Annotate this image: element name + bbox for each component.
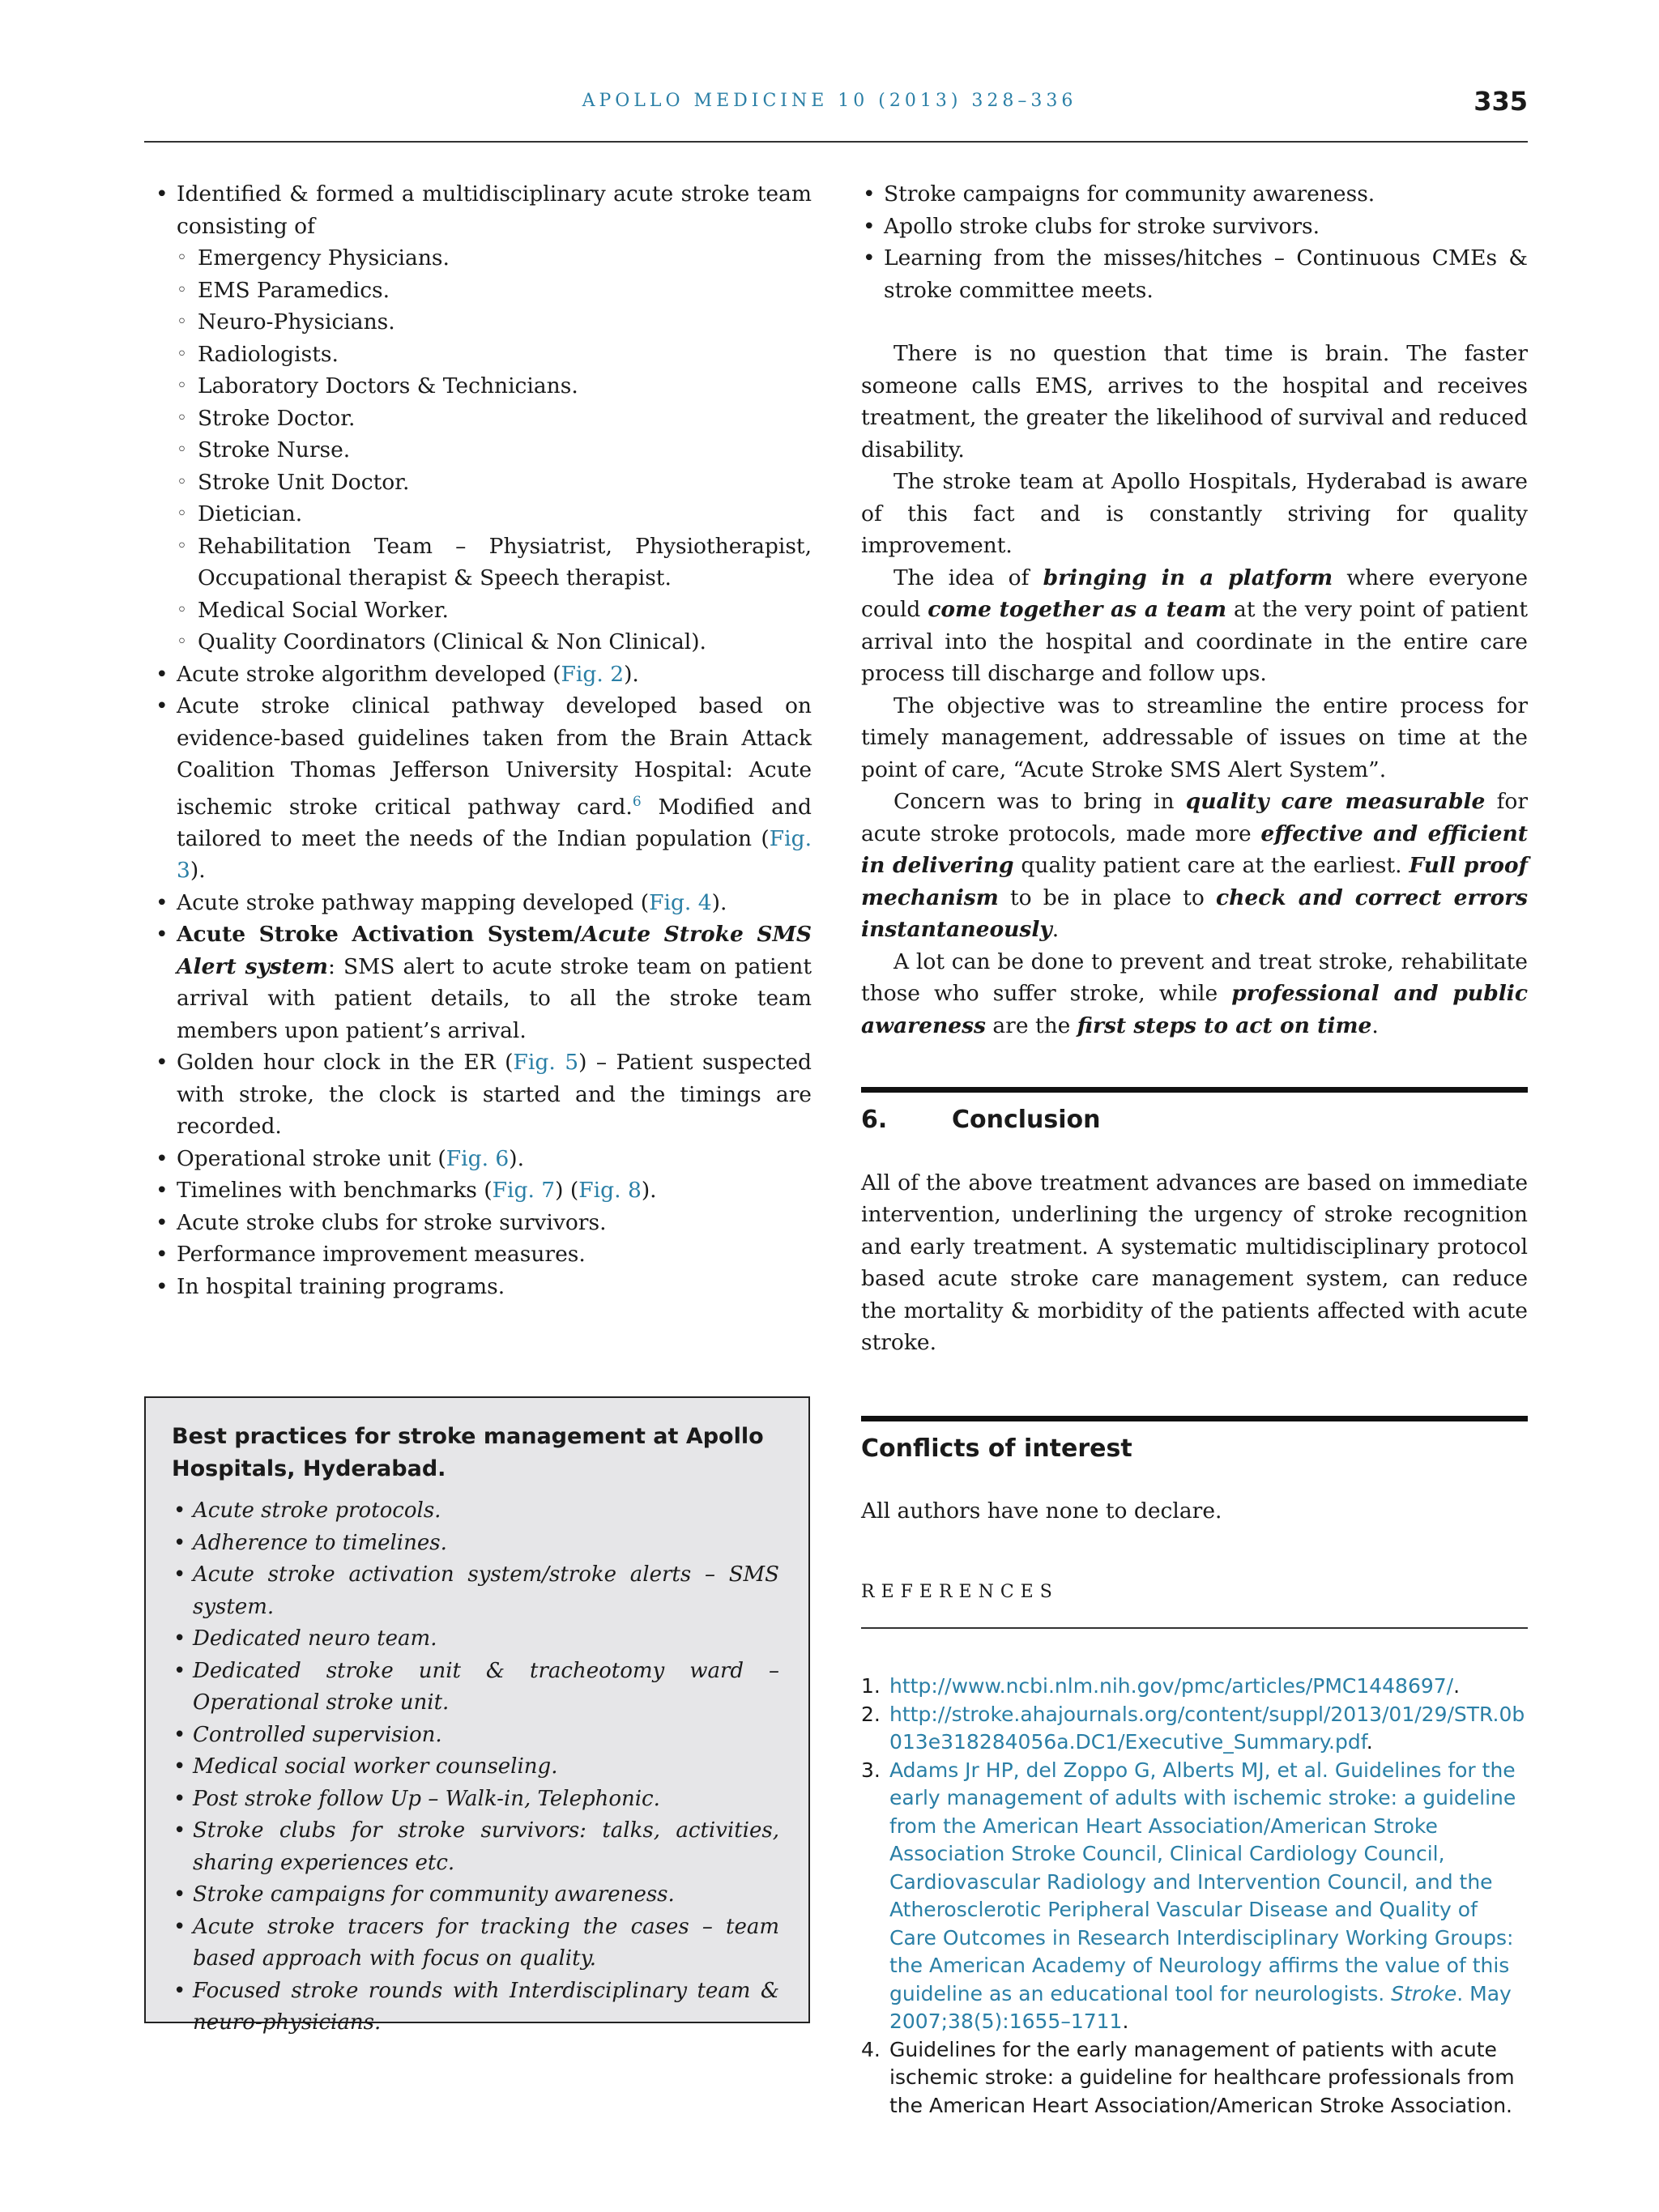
punctuation: ). — [711, 889, 727, 915]
running-head: APOLLO MEDICINE 10 (2013) 328–336 — [582, 91, 1077, 111]
list-item: • Dedicated stroke unit & tracheotomy ward – Operational stroke unit. — [172, 1656, 779, 1720]
pathway-text: Acute stroke clinical pathway developed based on evidence-based guidelines taken from the Brain Attack Coalition Thomas Jefferson University Hospital: Acute ischemic stroke critical pathway card. — [177, 693, 812, 820]
algorithm-text: Acute stroke algorithm developed ( — [177, 661, 561, 687]
references-rule — [861, 1627, 1528, 1629]
list-item: • Medical social worker counseling. — [172, 1751, 779, 1784]
section-rule — [861, 1416, 1528, 1421]
paragraph: There is no question that time is brain. The faster someone calls EMS, arrives to the hospital and receives treatment, the greater the likelihood of survival and reduced disability. — [861, 341, 1528, 462]
list-item: • Post stroke follow Up – Walk-in, Telephonic. — [172, 1784, 779, 1816]
golden-hour-tail: ) – Patient suspected with stroke, the clock is started and the timings are recorded. — [177, 1050, 812, 1140]
pathway-tail: Modified and tailored to meet the needs of the Indian population ( — [177, 794, 812, 851]
right-list — [861, 178, 1528, 306]
list-item: • Stroke clubs for stroke survivors: talks, activities, sharing experiences etc. — [172, 1815, 779, 1879]
list-item: • Focused stroke rounds with Interdisciplinary team & neuro-physicians. — [172, 1975, 779, 2039]
unit-text: Operational stroke unit ( — [177, 1145, 446, 1171]
section-heading — [861, 1104, 1528, 1136]
team-members-list — [177, 242, 812, 658]
reference-link[interactable]: http://stroke.ahajournals.org/content/suppl/2013/01/29/STR.0b013e318284056a.DC1/Executive_Summary.pdf — [889, 1702, 1525, 1754]
reference-item: 3. Adams Jr HP, del Zoppo G, Alberts MJ, et al. Guidelines for the early management of adults with ischemic stroke: a guideline from the American Heart Association/American Stroke Association Stroke Council, Clinical Cardiology Council, Cardiovascular Radiology and Intervention Council, and the Atherosclerotic Peripheral Vascular Disease and Quality of Care Outcomes in Research Interdisciplinary Working Groups: the American Academy of Neurology affirms the value of this guideline as an educational tool for neurologists. Stroke. May 2007;38(5):1655–1711. — [861, 1758, 1516, 2033]
activation-text: : SMS alert to acute stroke team on patient arrival with patient details, to all the stroke team members upon patient’s arrival. — [177, 953, 812, 1043]
citation-6-link[interactable]: 6 — [632, 793, 642, 810]
list-item: ◦ Rehabilitation Team – Physiatrist, Physiotherapist, Occupational therapist & Speech therapist. — [177, 531, 812, 595]
paragraph: Concern was to bring in quality care measurable for acute stroke protocols, made more effective and efficient in delivering quality patient care at the earliest. Full proof mechanism to be in place to check and correct errors instantaneously. — [861, 789, 1529, 942]
list-item: • Controlled supervision. — [172, 1720, 779, 1752]
list-item: ◦ Stroke Nurse. — [177, 434, 812, 467]
fig-4-link[interactable]: Fig. 4 — [649, 889, 712, 915]
box-list — [172, 1495, 779, 2039]
list-item — [154, 1174, 812, 1207]
conclusion-text: All of the above treatment advances are based on immediate intervention, underlining the urgency of stroke recognition and early treatment. A systematic multidisciplinary protocol based acute stroke care management system, can reduce the mortality & morbidity of the patients affected with acute stroke. — [861, 1170, 1528, 1355]
reference-item — [861, 2036, 1528, 2120]
reference-item: 1. http://www.ncbi.nlm.nih.gov/pmc/articles/PMC1448697/. — [861, 1673, 1528, 1701]
list-item: ◦ Quality Coordinators (Clinical & Non Clinical). — [177, 626, 812, 658]
fig-8-link[interactable]: Fig. 8 — [578, 1178, 642, 1204]
reference-number: 1. — [861, 1674, 881, 1698]
references-title: REFERENCES — [861, 1581, 1059, 1602]
paragraph: The idea of bringing in a platform where everyone could come together as a team at the very point of patient arrival into the hospital and coordinate in the entire care process till discharge and follow ups. — [861, 565, 1528, 686]
fig-7-link[interactable]: Fig. 7 — [492, 1178, 556, 1204]
header-rule — [144, 141, 1528, 143]
list-item: • Acute stroke tracers for tracking the cases – team based approach with focus on quality. — [172, 1912, 779, 1975]
list-item: • Dedicated neuro team. — [172, 1623, 779, 1656]
reference-number: 4. — [861, 2037, 881, 2061]
list-item — [154, 1046, 812, 1143]
golden-hour-text: Golden hour clock in the ER ( — [177, 1050, 514, 1076]
section-title: Conflicts of interest — [861, 1434, 1132, 1463]
list-item: • Learning from the misses/hitches – Continuous CMEs & stroke committee meets. — [861, 242, 1528, 306]
best-practices-box — [144, 1396, 810, 2035]
list-item: ◦ Emergency Physicians. — [177, 242, 812, 275]
list-item: • In hospital training programs. — [154, 1271, 812, 1303]
box-title: Best practices for stroke management at Apollo Hospitals, Hyderabad. — [172, 1424, 764, 1481]
fig-5-link[interactable]: Fig. 5 — [513, 1050, 579, 1076]
list-item: • Acute stroke clubs for stroke survivors. — [154, 1207, 812, 1239]
list-item: ◦ Neuro-Physicians. — [177, 306, 812, 339]
list-item: • Acute stroke protocols. — [172, 1495, 779, 1528]
paragraph: The stroke team at Apollo Hospitals, Hyderabad is aware of this fact and is constantly striving for quality improvement. — [861, 469, 1528, 558]
punctuation: ). — [641, 1178, 657, 1204]
reference-link[interactable]: Adams Jr HP, del Zoppo G, Alberts MJ, et al. Guidelines for the early management of adults with ischemic stroke: a guideline from the American Heart Association/American Stroke Association Stroke Council, Clinical Cardiology Council, Cardiovascular Radiology and Intervention Council, and the Atherosclerotic Peripheral Vascular Disease and Quality of Care Outcomes in Research Interdisciplinary Working Groups: the American Academy of Neurology affirms the value of this guideline as an educational tool for neurologists. Stroke. May 2007;38(5):1655–1711 — [889, 1758, 1516, 2033]
page-number: 335 — [1473, 86, 1528, 117]
fig-2-link[interactable]: Fig. 2 — [561, 661, 625, 687]
list-item: ◦ Laboratory Doctors & Technicians. — [177, 370, 812, 403]
list-item: ◦ EMS Paramedics. — [177, 275, 812, 307]
section-heading — [861, 1433, 1528, 1465]
list-item — [154, 178, 812, 658]
list-item — [154, 658, 812, 691]
list-item: ◦ Stroke Unit Doctor. — [177, 467, 812, 499]
reference-link[interactable]: http://www.ncbi.nlm.nih.gov/pmc/articles/PMC1448697/ — [889, 1674, 1454, 1698]
activation-bold: Acute Stroke Activation System/ — [177, 922, 582, 948]
reference-text: Guidelines for the early management of patients with acute ischemic stroke: a guideline for healthcare professionals from the American Heart Association/American Stroke Association. — [889, 2037, 1515, 2117]
paragraph: The objective was to streamline the entire process for timely management, addressable of issues on time at the point of care, “Acute Stroke SMS Alert System”. — [861, 693, 1528, 782]
mapping-text: Acute stroke pathway mapping developed ( — [177, 889, 650, 915]
references-list — [861, 1673, 1528, 2120]
activation-bold-italic: Acute Stroke SMS Alert system — [177, 922, 812, 979]
paragraph: A lot can be done to prevent and treat stroke, rehabilitate those who suffer stroke, while professional and public awareness are the first steps to act on time. — [861, 948, 1528, 1038]
punctuation: ). — [190, 858, 206, 884]
section-number: 6. — [861, 1106, 888, 1134]
punctuation: ) ( — [555, 1178, 579, 1204]
section-title: Conclusion — [952, 1106, 1101, 1134]
list-item — [154, 918, 812, 1046]
section-rule — [861, 1087, 1528, 1093]
left-column — [154, 178, 812, 1302]
conflicts-text: All authors have none to declare. — [861, 1498, 1222, 1524]
fig-6-link[interactable]: Fig. 6 — [446, 1145, 510, 1171]
reference-item: 2. http://stroke.ahajournals.org/content/suppl/2013/01/29/STR.0b013e318284056a.DC1/Executive_Summary.pdf. — [861, 1702, 1525, 1754]
practice-list — [154, 178, 812, 1302]
list-item: • Apollo stroke clubs for stroke survivors. — [861, 211, 1528, 243]
list-item: • Adherence to timelines. — [172, 1528, 779, 1560]
right-column — [861, 178, 1528, 2120]
timelines-text: Timelines with benchmarks ( — [177, 1178, 493, 1204]
list-item — [154, 690, 812, 887]
list-item: ◦ Medical Social Worker. — [177, 595, 812, 627]
list-item: • Performance improvement measures. — [154, 1238, 812, 1271]
punctuation: ). — [509, 1145, 525, 1171]
punctuation: ). — [624, 661, 639, 687]
list-item: • Stroke campaigns for community awareness. — [861, 178, 1528, 211]
list-item — [154, 887, 812, 919]
list-item — [154, 1143, 812, 1175]
list-item: • Acute stroke activation system/stroke alerts – SMS system. — [172, 1559, 779, 1623]
reference-number: 2. — [861, 1702, 881, 1726]
reference-number: 3. — [861, 1758, 881, 1782]
list-item: ◦ Radiologists. — [177, 339, 812, 371]
fig-3-link[interactable]: Fig. 3 — [177, 825, 812, 884]
team-intro: Identified & formed a multidisciplinary acute stroke team consisting of — [177, 181, 812, 239]
list-item: ◦ Stroke Doctor. — [177, 403, 812, 435]
list-item: ◦ Dietician. — [177, 498, 812, 531]
list-item: • Stroke campaigns for community awareness. — [172, 1879, 779, 1912]
